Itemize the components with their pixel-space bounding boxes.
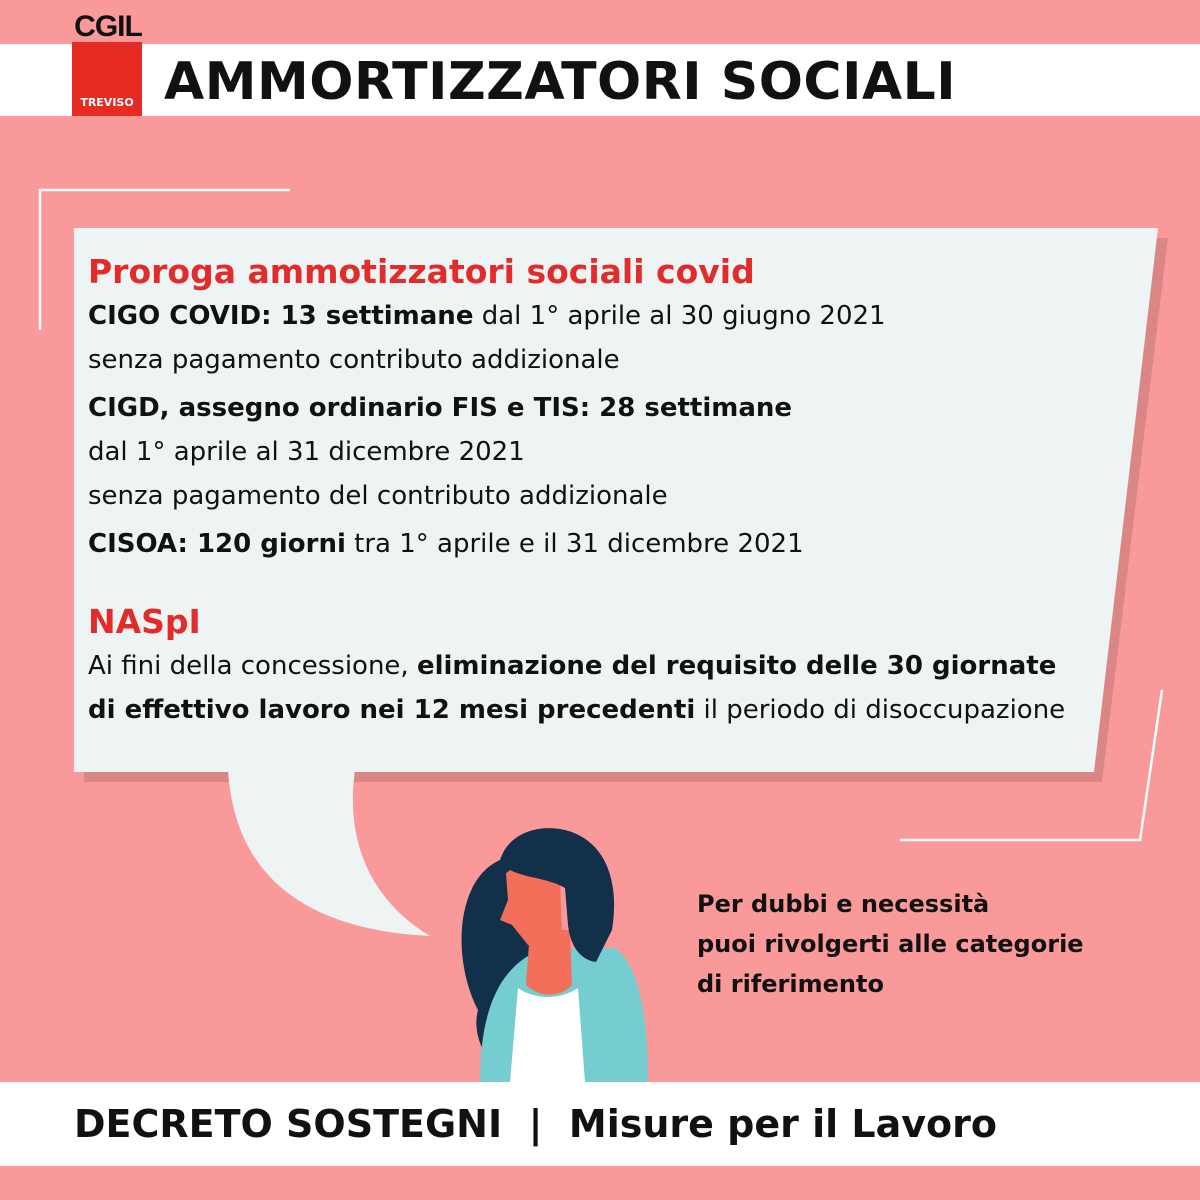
logo-name: CGIL [74, 10, 142, 43]
cisoa-line [88, 522, 1098, 566]
cigo-line2: senza pagamento contributo addizionale [88, 345, 620, 375]
cigd-line [88, 386, 1098, 430]
cigd-bold: CIGD, assegno ordinario FIS e TIS: 28 settimane [88, 393, 793, 423]
naspi-line2 [88, 688, 1098, 732]
cigo-line [88, 294, 1098, 338]
cigd-line3: senza pagamento del contributo addizionale [88, 481, 668, 511]
cisoa-bold: CISOA: 120 giorni [88, 529, 346, 559]
contact-line3: di riferimento [697, 970, 884, 998]
contact-line2: puoi rivolgerti alle categorie [697, 930, 1084, 958]
cisoa-rest: tra 1° aprile e il 31 dicembre 2021 [345, 529, 804, 559]
naspi-bold1: eliminazione del requisito delle 30 giornate [416, 651, 1057, 681]
naspi-line1 [88, 644, 1098, 688]
page-title: AMMORTIZZATORI SOCIALI [164, 52, 957, 112]
section-title-proroga: Proroga ammotizzatori sociali covid [88, 252, 755, 291]
contact-line1: Per dubbi e necessità [697, 890, 990, 918]
section-title-naspi: NASpI [88, 602, 201, 641]
naspi-bold2: di effettivo lavoro nei 12 mesi precedenti [88, 695, 696, 725]
naspi-rest: il periodo di disoccupazione [695, 695, 1066, 725]
bubble-tail [228, 770, 430, 936]
logo-city: TREVISO [80, 96, 134, 109]
woman-illustration [462, 828, 648, 1082]
bubble-content [88, 250, 1098, 732]
contact-text [697, 884, 1137, 1004]
shirt [510, 988, 585, 1082]
cigo-bold: CIGO COVID: 13 settimane [88, 301, 474, 331]
cigd-line2: dal 1° aprile al 31 dicembre 2021 [88, 437, 525, 467]
cigo-rest: dal 1° aprile al 30 giugno 2021 [473, 301, 886, 331]
naspi-intro: Ai fini della concessione, [88, 651, 417, 681]
footer-title: DECRETO SOSTEGNI | Misure per il Lavoro [74, 1102, 997, 1146]
